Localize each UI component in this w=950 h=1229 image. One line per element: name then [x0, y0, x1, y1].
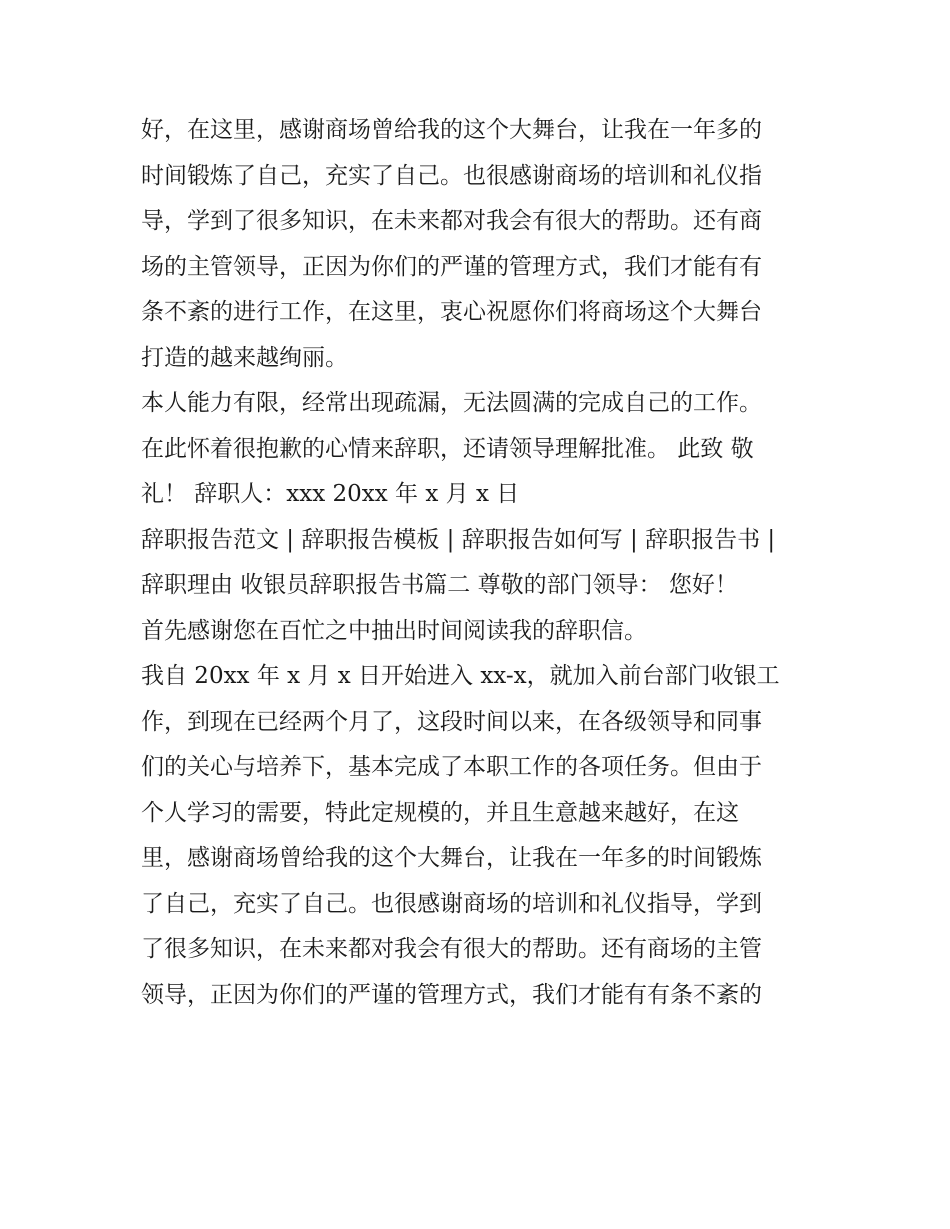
- text-line: 里，感谢商场曾给我的这个大舞台，让我在一年多的时间锻炼: [141, 845, 762, 871]
- text-line: 打造的越来越绚丽。: [141, 344, 348, 371]
- text-line: 们的关心与培养下，基本完成了本职工作的各项任务。但由于: [141, 754, 762, 780]
- signature-line: 礼！ 辞职人：xxx 20xx 年 x 月 x 日: [141, 481, 520, 507]
- section-heading-line: 辞职理由 收银员辞职报告书篇二 尊敬的部门领导： 您好！: [141, 572, 738, 598]
- text-line: 作，到现在已经两个月了，这段时间以来，在各级领导和同事: [141, 708, 762, 735]
- text-line: 了自己，充实了自己。也很感谢商场的培训和礼仪指导，学到: [141, 890, 762, 917]
- text-line: 本人能力有限，经常出现疏漏，无法圆满的完成自己的工作。: [141, 390, 762, 416]
- text-line: 场的主管领导，正因为你们的严谨的管理方式，我们才能有有: [141, 253, 762, 280]
- text-line: 我自 20xx 年 x 月 x 日开始进入 xx-x，就加入前台部门收银工: [141, 663, 780, 689]
- text-line: 时间锻炼了自己，充实了自己。也很感谢商场的培训和礼仪指: [141, 162, 762, 189]
- text-line: 导，学到了很多知识，在未来都对我会有很大的帮助。还有商: [141, 208, 762, 234]
- text-line: 条不紊的进行工作，在这里，衷心祝愿你们将商场这个大舞台: [141, 299, 762, 325]
- text-line: 领导，正因为你们的严谨的管理方式，我们才能有有条不紊的: [141, 981, 762, 1008]
- text-line: 了很多知识，在未来都对我会有很大的帮助。还有商场的主管: [141, 936, 762, 962]
- document-body: [141, 108, 821, 1018]
- text-line: 在此怀着很抱歉的心情来辞职，还请领导理解批准。 此致 敬: [141, 435, 754, 462]
- text-line: 个人学习的需要，特此定规模的，并且生意越来越好，在这: [141, 799, 739, 826]
- related-links-line: 辞职报告范文 | 辞职报告模板 | 辞职报告如何写 | 辞职报告书 |: [141, 526, 776, 553]
- text-line: 好，在这里，感谢商场曾给我的这个大舞台，让我在一年多的: [141, 117, 762, 143]
- text-line: 首先感谢您在百忙之中抽出时间阅读我的辞职信。: [141, 617, 647, 644]
